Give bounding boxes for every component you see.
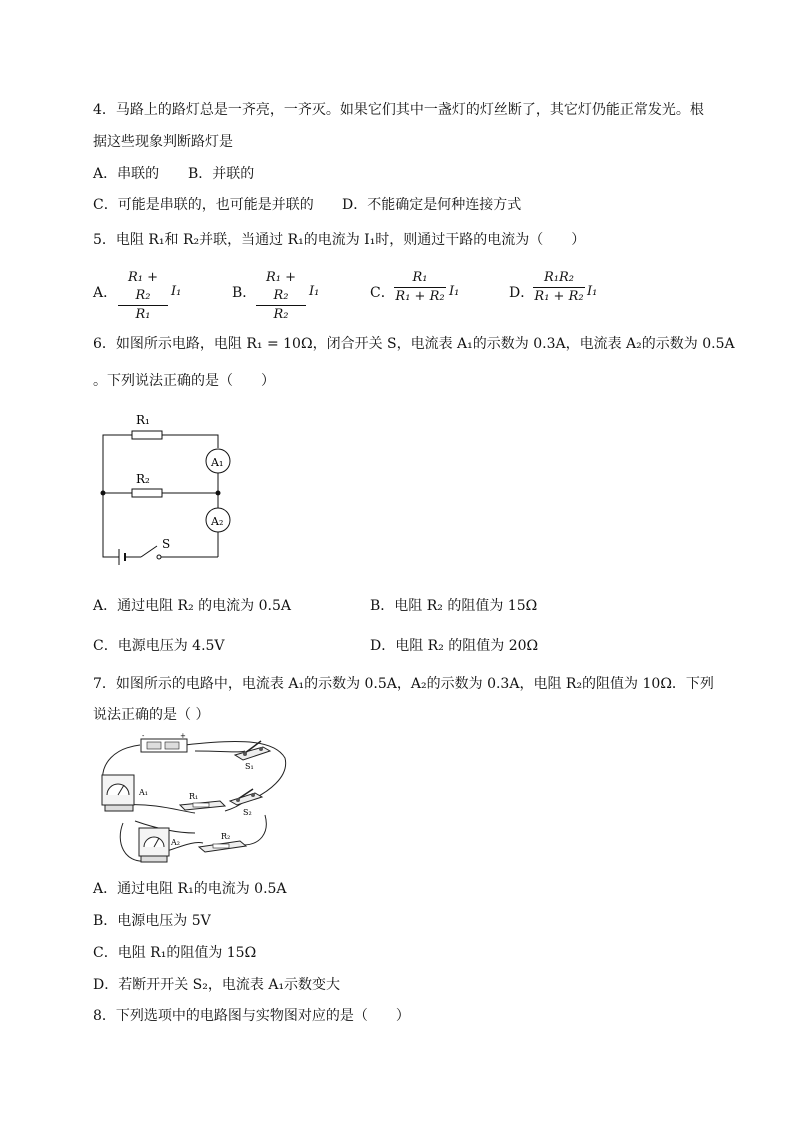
q7-physical-circuit-picture xyxy=(95,733,295,873)
q7-label-s1: S₁ xyxy=(245,762,254,771)
q5-option-b-current: I₁ xyxy=(309,284,320,299)
q5-option-a-numerator: R₁ + R₂ xyxy=(118,269,168,306)
q7-label-s2: S₂ xyxy=(243,808,252,817)
q7-label-r1: R₁ xyxy=(189,792,199,801)
q6-label-s: S xyxy=(162,537,171,551)
q5-option-c-fraction xyxy=(394,269,446,306)
q7-option-b: B．电源电压为 5V xyxy=(93,913,211,929)
q7-switch-s1 xyxy=(235,741,270,760)
q7-option-c: C．电阻 R₁的阻值为 15Ω xyxy=(93,945,257,961)
q7-ammeter-a1 xyxy=(102,775,134,811)
svg-text:-: - xyxy=(142,733,145,740)
q6-label-a2: A₂ xyxy=(211,515,224,528)
q5-option-a-fraction xyxy=(118,269,168,324)
q5-option-b-denominator: R₂ xyxy=(273,307,289,322)
q6-option-b: B．电阻 R₂ 的阻值为 15Ω xyxy=(370,598,538,614)
svg-text:+: + xyxy=(180,733,186,740)
q5-option-d-current: I₁ xyxy=(587,284,598,299)
q5-option-c-denominator: R₁ + R₂ xyxy=(395,289,445,304)
q8-stem: 8．下列选项中的电路图与实物图对应的是（ ） xyxy=(93,1008,410,1024)
q6-label-r2: R₂ xyxy=(136,472,150,486)
q7-label-r2: R₂ xyxy=(221,832,231,841)
q6-resistor-r1 xyxy=(132,431,162,439)
q4-stem-line1: 4．马路上的路灯总是一齐亮，一齐灭。如果它们其中一盏灯的灯丝断了，其它灯仍能正常发光。根 xyxy=(93,102,704,118)
q7-battery-box xyxy=(141,733,187,752)
q5-option-c-label: C． xyxy=(370,285,395,301)
q5-option-d-numerator: R₁R₂ xyxy=(533,269,585,288)
q5-option-b-fraction xyxy=(256,269,306,324)
q7-option-d: D．若断开开关 S₂，电流表 A₁示数变大 xyxy=(93,977,341,993)
q6-label-a1: A₁ xyxy=(211,456,224,469)
q6-stem-line1: 6．如图所示电路，电阻 R₁ = 10Ω，闭合开关 S，电流表 A₁的示数为 0.3A，电流表 A₂的示数为 0.5A xyxy=(93,336,735,352)
q5-option-a-denominator: R₁ xyxy=(135,307,151,322)
q6-option-d: D．电阻 R₂ 的阻值为 20Ω xyxy=(370,638,539,654)
q6-junction-right xyxy=(216,491,221,496)
q4-option-b: B．并联的 xyxy=(188,166,255,182)
q7-label-a1: A₁ xyxy=(139,788,148,797)
q5-option-d-fraction xyxy=(533,269,585,306)
q5-option-b-label: B． xyxy=(232,285,257,301)
q6-option-a: A．通过电阻 R₂ 的电流为 0.5A xyxy=(93,598,291,614)
q5-option-b-numerator: R₁ + R₂ xyxy=(256,269,306,306)
q4-stem-line2: 据这些现象判断路灯是 xyxy=(93,134,233,150)
q7-stem-line1: 7．如图所示的电路中，电流表 A₁的示数为 0.5A，A₂的示数为 0.3A，电阻 R₂的阻值为 10Ω．下列 xyxy=(93,676,714,692)
q5-option-c-numerator: R₁ xyxy=(394,269,446,288)
q5-stem: 5．电阻 R₁和 R₂并联，当通过 R₁的电流为 I₁时，则通过干路的电流为（ ） xyxy=(93,232,586,248)
q6-label-r1: R₁ xyxy=(136,413,150,427)
q6-circuit-diagram xyxy=(95,405,245,575)
q5-option-a-label: A． xyxy=(93,285,118,301)
q7-ammeter-a2 xyxy=(139,828,169,862)
q7-option-a: A．通过电阻 R₁的电流为 0.5A xyxy=(93,881,287,897)
q7-stem-line2: 说法正确的是（ ） xyxy=(93,707,210,723)
q5-option-d-label: D． xyxy=(509,285,535,301)
q6-option-c: C．电源电压为 4.5V xyxy=(93,638,225,654)
q5-option-a-current: I₁ xyxy=(171,284,182,299)
q4-option-d: D．不能确定是何种连接方式 xyxy=(342,197,522,213)
q5-option-c-current: I₁ xyxy=(449,284,460,299)
q4-option-a: A．串联的 xyxy=(93,166,160,182)
q7-resistor-r1 xyxy=(180,801,225,810)
q6-junction-left xyxy=(101,491,106,496)
q7-label-a2: A₂ xyxy=(171,838,180,847)
q6-switch-contact xyxy=(157,555,161,559)
q7-switch-s2 xyxy=(230,789,262,805)
q6-switch-blade xyxy=(141,546,157,557)
q6-resistor-r2 xyxy=(132,489,162,497)
q5-option-d-denominator: R₁ + R₂ xyxy=(534,289,584,304)
q7-resistor-r2 xyxy=(199,841,246,852)
q6-stem-line2: 。下列说法正确的是（ ） xyxy=(93,373,275,389)
q4-option-c: C．可能是串联的，也可能是并联的 xyxy=(93,197,314,213)
